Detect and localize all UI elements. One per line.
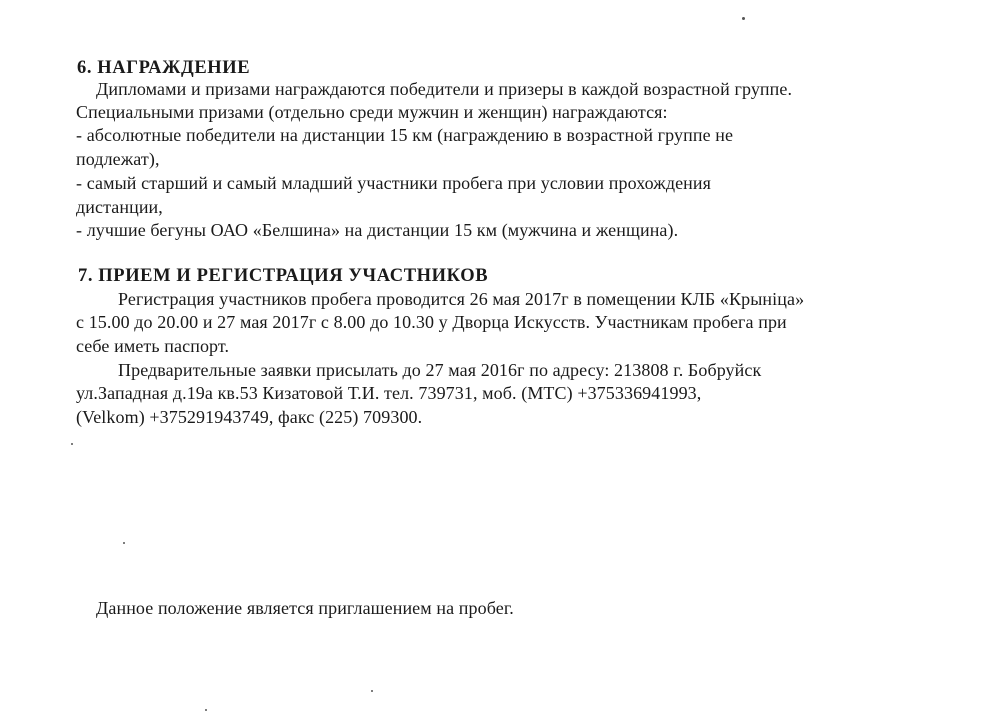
section-7-paragraph-line: с 15.00 до 20.00 и 27 мая 2017г с 8.00 до 10.30 у Дворца Искусств. Участникам пробега при (76, 312, 787, 332)
scan-speck (742, 17, 745, 20)
section-7-paragraph-line: ул.Западная д.19а кв.53 Кизатовой Т.И. тел. 739731, моб. (МТС) +375336941993, (76, 383, 702, 403)
section-6-list-item: - самый старший и самый младший участники пробега при условии прохождения (76, 173, 712, 193)
section-7-heading: 7. ПРИЕМ И РЕГИСТРАЦИЯ УЧАСТНИКОВ (78, 266, 489, 286)
scan-speck (71, 443, 73, 445)
section-6-list-item: - лучшие бегуны ОАО «Белшина» на дистанции 15 км (мужчина и женщина). (76, 220, 679, 240)
section-6-list-item-continuation: подлежат), (76, 149, 160, 169)
scan-speck (205, 709, 207, 711)
section-6-paragraph-line: Дипломами и призами награждаются победители и призеры в каждой возрастной группе. (96, 79, 793, 99)
section-7-paragraph-line: (Velkom) +375291943749, факс (225) 709300. (76, 407, 423, 427)
section-6-list-item: - абсолютные победители на дистанции 15 км (награждению в возрастной группе не (76, 125, 734, 145)
section-6-heading: 6. НАГРАЖДЕНИЕ (77, 58, 251, 78)
section-6-paragraph-line: Специальными призами (отдельно среди мужчин и женщин) награждаются: (76, 102, 668, 122)
section-7-paragraph-line: себе иметь паспорт. (76, 336, 230, 356)
scan-speck (123, 542, 125, 544)
section-6-list-item-continuation: дистанции, (76, 197, 163, 217)
scan-speck (371, 690, 373, 692)
closing-statement: Данное положение является приглашением на пробег. (96, 598, 514, 618)
section-7-paragraph-line: Предварительные заявки присылать до 27 мая 2016г по адресу: 213808 г. Бобруйск (118, 360, 762, 380)
section-7-paragraph-line: Регистрация участников пробега проводится 26 мая 2017г в помещении КЛБ «Крыніца» (118, 289, 805, 309)
